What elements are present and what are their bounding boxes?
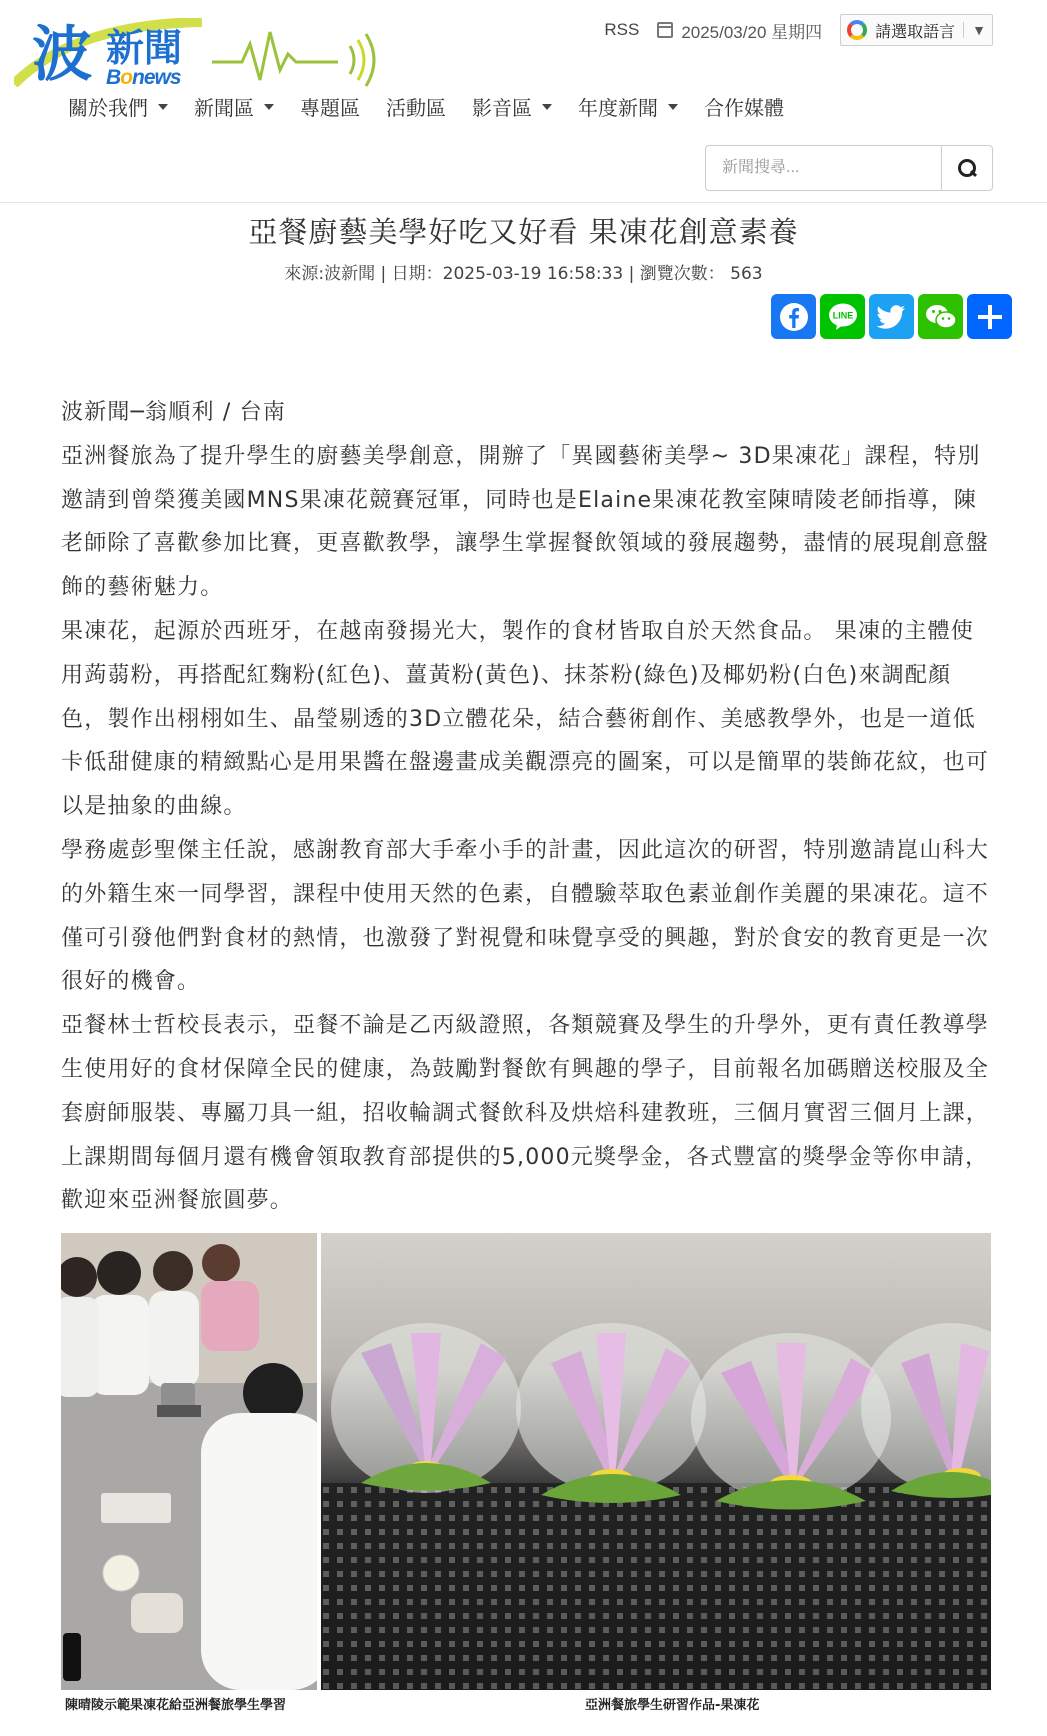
logo-en-b: B — [106, 66, 121, 89]
nav-label: 專題區 — [300, 96, 360, 120]
search-button[interactable] — [941, 145, 993, 191]
article-byline: 波新聞─翁順利 / 台南 — [61, 400, 287, 425]
twitter-icon — [877, 304, 907, 330]
photo-demonstration — [61, 1233, 317, 1690]
logo-char-big: 波 — [32, 20, 90, 90]
current-date — [657, 18, 822, 43]
article-body — [61, 391, 996, 1223]
caret-down-icon — [264, 104, 274, 110]
line-icon — [827, 302, 859, 332]
chevron-down-icon: ▼ — [963, 22, 986, 38]
google-icon — [847, 20, 867, 40]
more-share-button[interactable] — [967, 294, 1012, 339]
wechat-icon — [925, 303, 957, 331]
logo-char-small: 新聞 — [106, 25, 183, 70]
nav-label: 年度新聞 — [578, 96, 658, 120]
nav-item-events[interactable] — [386, 92, 446, 121]
news-search — [705, 145, 993, 191]
article-title: 亞餐廚藝美學好吃又好看 果凍花創意素養 — [248, 215, 799, 249]
svg-text:LINE: LINE — [832, 310, 853, 320]
logo-en-o: o — [120, 66, 132, 89]
site-header — [0, 0, 1047, 203]
line-share-button[interactable] — [820, 294, 865, 339]
article-photo — [61, 1233, 991, 1690]
nav-item-about[interactable] — [68, 92, 168, 121]
search-icon — [958, 159, 976, 177]
nav-item-partners[interactable] — [704, 92, 784, 121]
caret-down-icon — [668, 104, 678, 110]
facebook-share-button[interactable] — [771, 294, 816, 339]
language-selector[interactable] — [840, 14, 993, 46]
caret-down-icon — [542, 104, 552, 110]
nav-label: 關於我們 — [68, 96, 148, 120]
site-logo[interactable] — [14, 18, 424, 98]
twitter-share-button[interactable] — [869, 294, 914, 339]
calendar-icon — [657, 22, 673, 38]
top-utility-bar — [604, 14, 993, 46]
nav-label: 活動區 — [386, 96, 446, 120]
nav-item-media[interactable] — [472, 92, 552, 121]
plus-icon — [976, 303, 1004, 331]
caption-right: 亞洲餐旅學生研習作品-果凍花 — [585, 1698, 760, 1713]
date-text: 2025/03/20 星期四 — [681, 22, 823, 42]
article-meta: 來源:波新聞 | 日期：2025-03-19 16:58:33 | 瀏覽次數： 563 — [284, 264, 763, 284]
nav-item-annual[interactable] — [578, 92, 678, 121]
wechat-share-button[interactable] — [918, 294, 963, 339]
jelly-flower-1 — [331, 1323, 521, 1493]
caption-left: 陳晴陵示範果凍花給亞洲餐旅學生學習 — [65, 1698, 287, 1713]
photo-jelly-flowers-illustration — [321, 1233, 991, 1690]
article-paragraph: 亞洲餐旅為了提升學生的廚藝美學創意，開辦了「異國藝術美學~ 3D果凍花」課程，特別邀請到曾榮獲美國MNS果凍花競賽冠軍，同時也是Elaine果凍花教室陳晴陵老師指導，陳老師除了喜歡參加比賽，更喜歡教學，讓學生掌握餐飲領域的發展趨勢，盡情的展現創意盤飾的藝術魅力。 — [61, 443, 990, 601]
nav-label: 合作媒體 — [704, 96, 784, 120]
main-nav — [68, 92, 784, 121]
share-bar — [771, 294, 1012, 339]
nav-label: 新聞區 — [194, 96, 254, 120]
photo-jelly-flowers — [321, 1233, 991, 1690]
article-paragraph: 學務處彭聖傑主任說，感謝教育部大手牽小手的計畫，因此這次的研習，特別邀請崑山科大的外籍生來一同學習，課程中使用天然的色素，自體驗萃取色素並創作美麗的果凍花。這不僅可引發他們對食材的熱情，也激發了對視覺和味覺享受的興趣，對於食安的教育更是一次很好的機會。 — [61, 837, 990, 995]
logo-english — [106, 66, 181, 90]
facebook-icon — [779, 302, 809, 332]
caret-down-icon — [158, 104, 168, 110]
rss-link[interactable]: RSS — [604, 20, 640, 39]
nav-item-topics[interactable] — [300, 92, 360, 121]
article-paragraph: 亞餐林士哲校長表示，亞餐不論是乙丙級證照，各類競賽及學生的升學外，更有責任教導學生使用好的食材保障全民的健康，為鼓勵對餐飲有興趣的學子，目前報名加碼贈送校服及全套廚師服裝、專屬刀具一組，招收輪調式餐飲科及烘焙科建教班，三個月實習三個月上課，上課期間每個月還有機會領取教育部提供的5,000元獎學金，各式豐富的獎學金等你申請，歡迎來亞洲餐旅圓夢。 — [61, 1013, 990, 1214]
article-paragraph: 果凍花，起源於西班牙，在越南發揚光大，製作的食材皆取自於天然食品。 果凍的主體使用蒟蒻粉，再搭配紅麴粉(紅色)、薑黃粉(黃色)、抹茶粉(綠色)及椰奶粉(白色)來調配顏色，製作出栩栩如生、晶瑩剔透的3D立體花朵，結合藝術創作、美感教學外，也是一道低卡低甜健康的精緻點心是用果醬在盤邊畫成美觀漂亮的圖案，可以是簡單的裝飾花紋，也可以是抽象的曲線。 — [61, 618, 990, 820]
nav-label: 影音區 — [472, 96, 532, 120]
nav-item-news[interactable] — [194, 92, 274, 121]
photo-demonstration-illustration — [61, 1233, 317, 1690]
logo-en-rest: news — [132, 66, 181, 89]
search-input[interactable] — [705, 145, 941, 191]
language-selector-label: 請選取語言 — [875, 23, 956, 41]
